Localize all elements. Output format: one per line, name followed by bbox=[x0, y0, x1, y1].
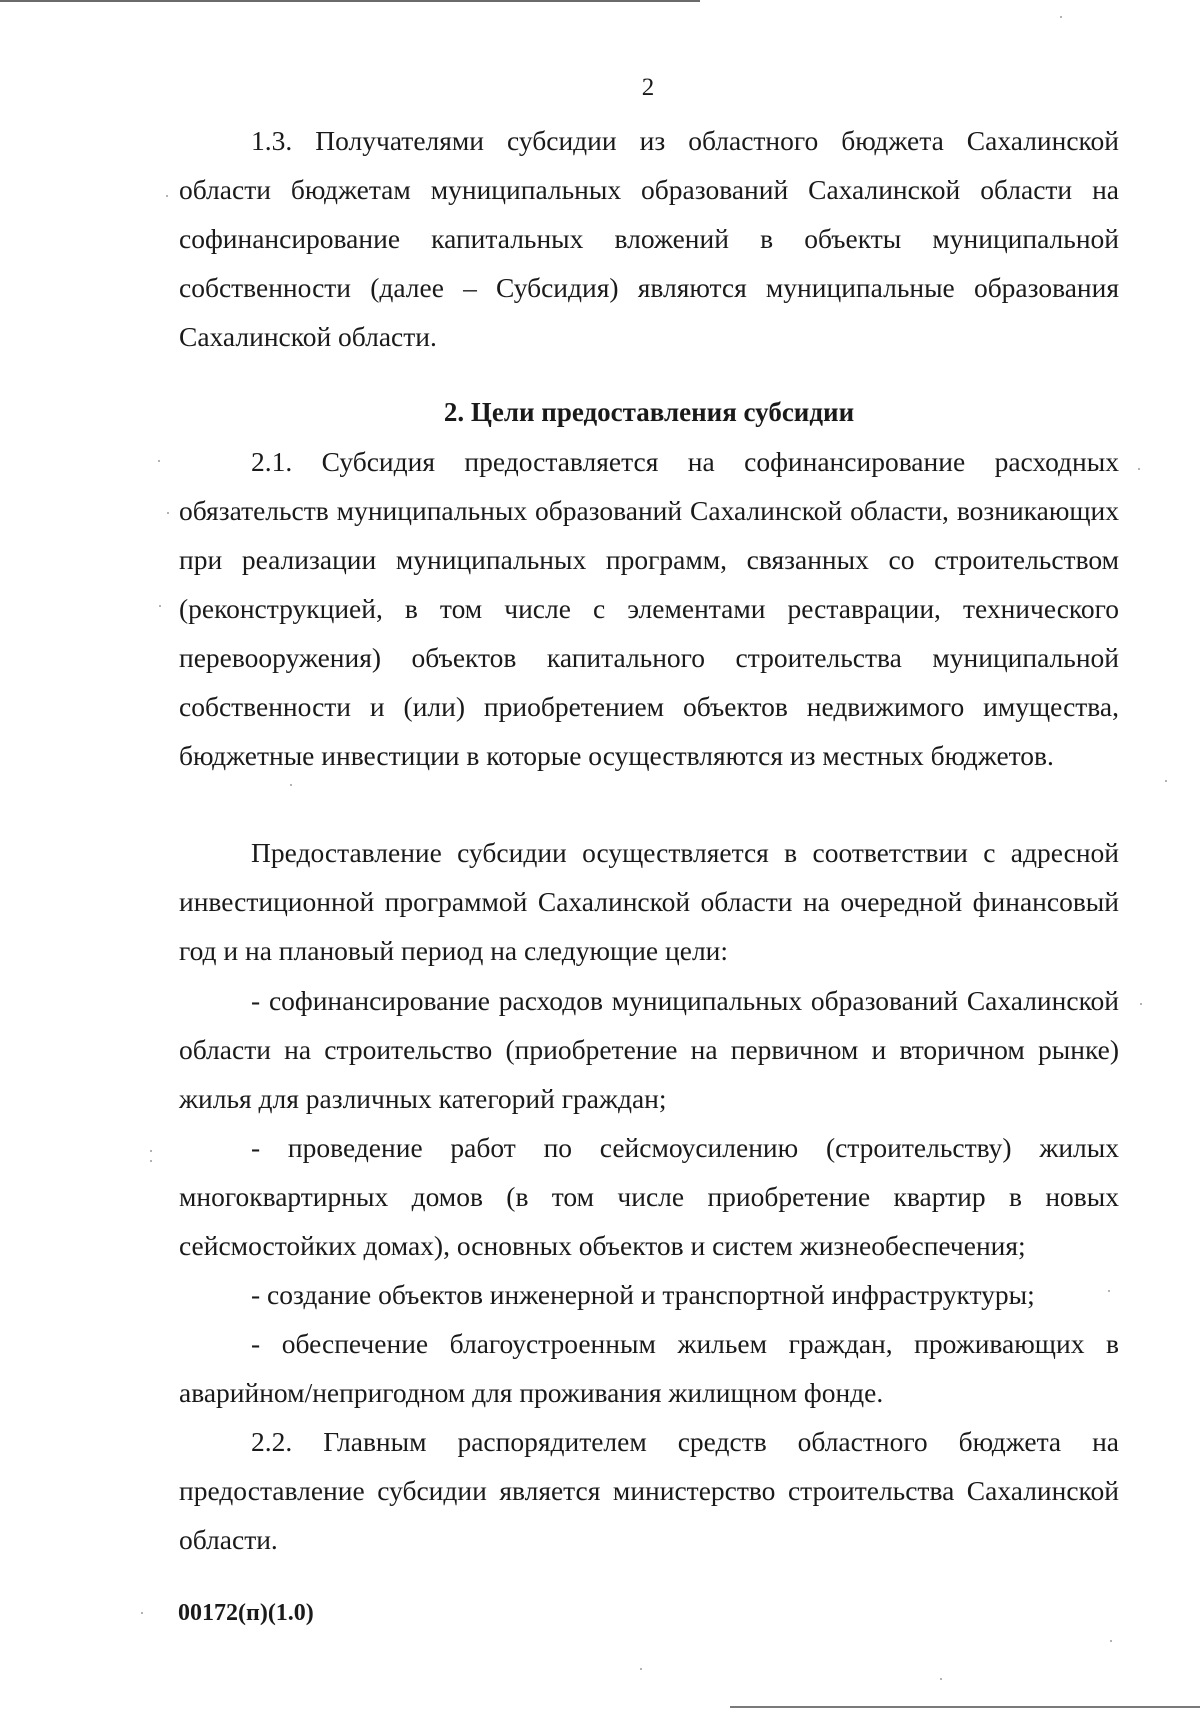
paragraph-provision: Предоставление субсидии осуществляется в соответствии с адресной инвестиционной программой Сахалинской области на очередной финансовый год и на плановый период на следующие цели: bbox=[179, 837, 1119, 966]
scan-speck bbox=[1060, 16, 1062, 18]
scan-edge-line-top bbox=[0, 0, 700, 2]
list-item-1: - софинансирование расходов муниципальных образований Сахалинской области на строительство (приобретение на первичном и вторичном рынке) жилья для различных категорий граждан; bbox=[179, 985, 1119, 1114]
scan-speck bbox=[1138, 468, 1140, 470]
list-item-2: - проведение работ по сейсмоусилению (строительству) жилых многоквартирных домов (в том числе приобретение квартир в новых сейсмостойких домах), основных объектов и систем жизнеобеспечения; bbox=[179, 1132, 1119, 1261]
scan-edge-line-bottom bbox=[730, 1706, 1200, 1708]
list-item-4: - обеспечение благоустроенным жильем граждан, проживающих в аварийном/непригодном для проживания жилищном фонде. bbox=[179, 1328, 1119, 1408]
scan-speck bbox=[1108, 1290, 1110, 1292]
scan-speck bbox=[141, 1612, 143, 1614]
scan-speck bbox=[1110, 1640, 1112, 1642]
paragraph-2-2: 2.2. Главным распорядителем средств областного бюджета на предоставление субсидии является министерство строительства Сахалинской области. bbox=[179, 1426, 1119, 1555]
scan-speck bbox=[159, 605, 161, 607]
scan-speck bbox=[640, 1668, 642, 1670]
paragraph-2-1: 2.1. Субсидия предоставляется на софинансирование расходных обязательств муниципальных образований Сахалинской области, возникающих при реализации муниципальных программ, связанных со строительством (реконструкцией, в том числе с элементами реставрации, технического перевооружения) объектов капитального строительства муниципальной собственности и (или) приобретением объектов недвижимого имущества, бюджетные инвестиции в которые осуществляются из местных бюджетов. bbox=[179, 446, 1119, 771]
scan-speck bbox=[150, 1160, 152, 1162]
scan-speck bbox=[166, 195, 168, 197]
scan-speck bbox=[290, 784, 292, 786]
page-number: 2 bbox=[641, 74, 655, 101]
paragraph-1-3: 1.3. Получателями субсидии из областного бюджета Сахалинской области бюджетам муниципальных образований Сахалинской области на софинансирование капитальных вложений в объекты муниципальной собственности (далее – Субсидия) являются муниципальные образования Сахалинской области. bbox=[179, 125, 1119, 352]
document-code: 00172(п)(1.0) bbox=[178, 1600, 314, 1626]
scan-speck bbox=[940, 1678, 942, 1680]
scan-speck bbox=[150, 1150, 152, 1152]
list-item-3: - создание объектов инженерной и транспортной инфраструктуры; bbox=[251, 1279, 1035, 1310]
scan-speck bbox=[1165, 780, 1167, 782]
scan-speck bbox=[1140, 1003, 1142, 1005]
scan-speck bbox=[158, 460, 160, 462]
scan-speck bbox=[167, 512, 169, 514]
section-heading-2: 2. Цели предоставления субсидии bbox=[443, 397, 855, 427]
